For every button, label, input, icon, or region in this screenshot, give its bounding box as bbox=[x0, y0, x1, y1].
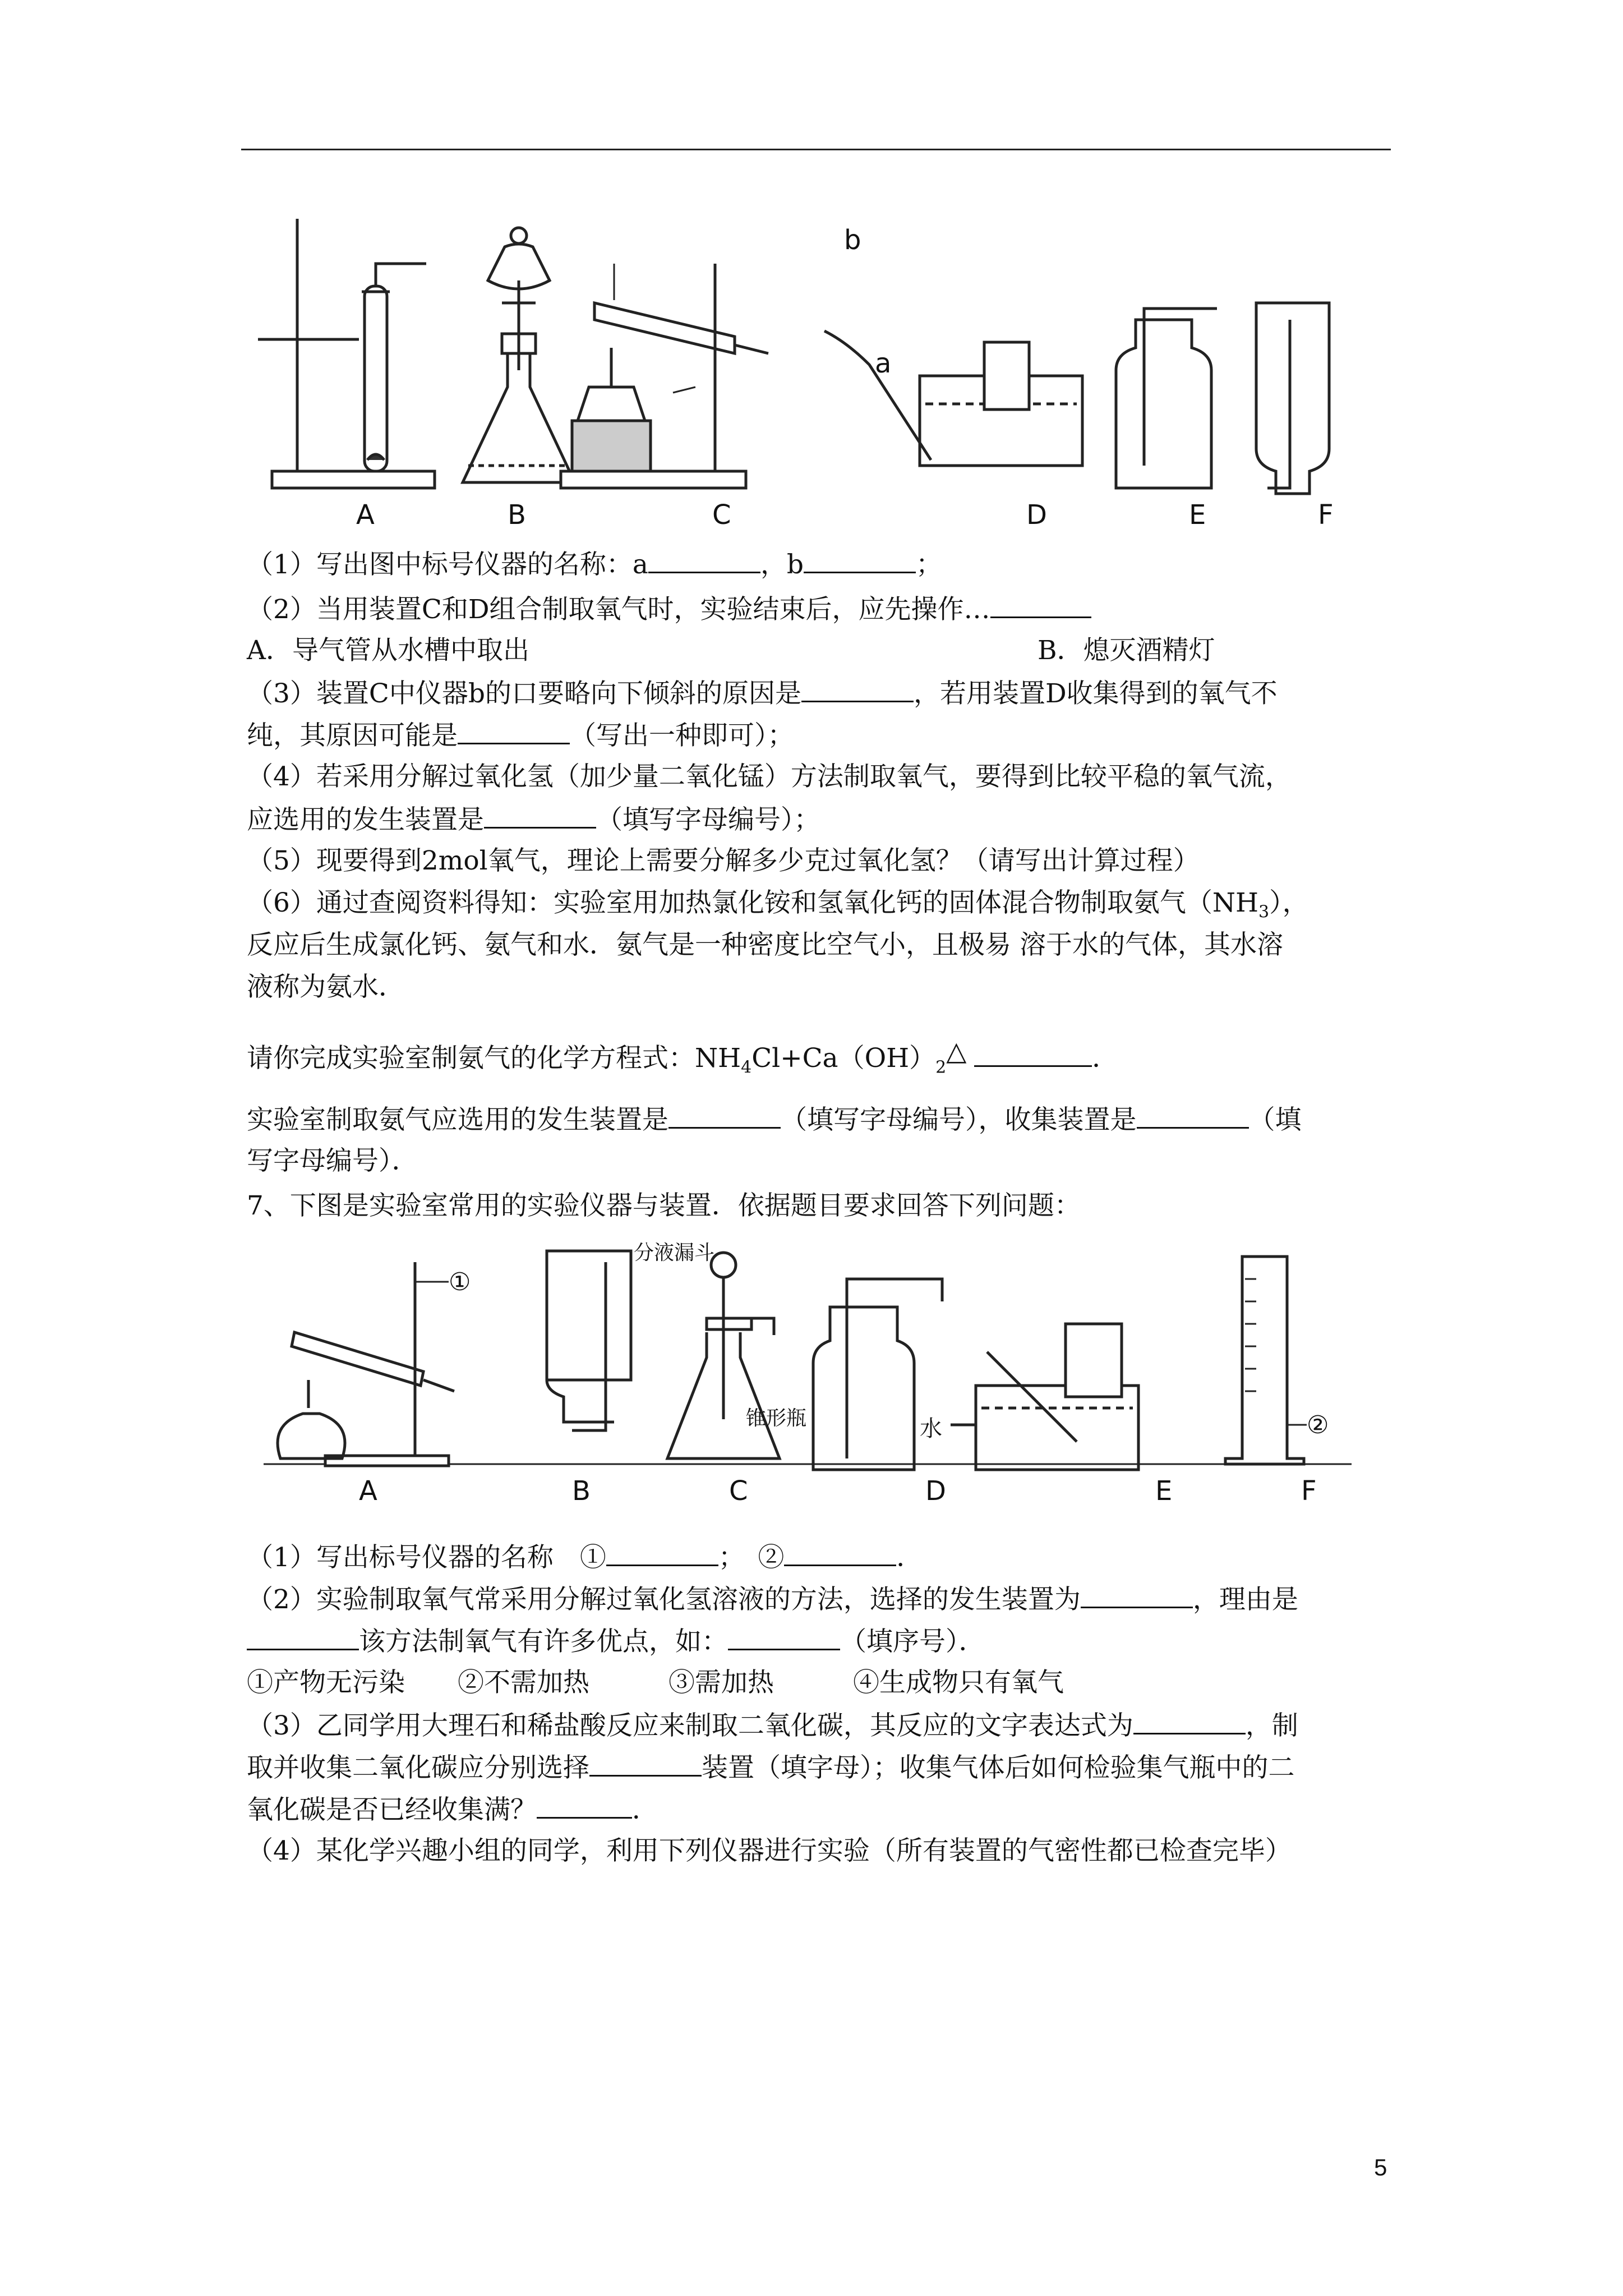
blank-q7-2a[interactable] bbox=[1081, 1582, 1193, 1608]
q7-line-4: （4）某化学兴趣小组的同学，利用下列仪器进行实验（所有装置的气密性都已检查完毕） bbox=[247, 1835, 1292, 1866]
q7-options: ①产物无污染 ②不需加热 ③需加热 ④生成物只有氧气 bbox=[247, 1667, 1064, 1698]
apparatus-b-icon bbox=[463, 228, 575, 482]
blank-a[interactable] bbox=[648, 547, 760, 573]
apparatus-c-icon bbox=[561, 264, 768, 488]
q6-option-b: B．熄灭酒精灯 bbox=[1038, 635, 1215, 666]
apparatus-e-icon bbox=[1116, 309, 1217, 488]
marker-2: ② bbox=[1307, 1411, 1329, 1439]
apparatus-figure-1 bbox=[247, 208, 1368, 550]
blank-q7-2c[interactable] bbox=[728, 1624, 840, 1650]
fig1-label-c: C bbox=[712, 499, 731, 531]
blank-q6-3b[interactable] bbox=[458, 718, 570, 744]
apparatus-a-icon bbox=[258, 219, 435, 488]
q7-line-1: （1）写出标号仪器的名称 ① ； ② ． bbox=[247, 1540, 923, 1575]
fig2-label-a: A bbox=[359, 1475, 377, 1507]
apparatus-figure-2 bbox=[247, 1240, 1368, 1509]
marker-1: ① bbox=[449, 1268, 471, 1296]
q6-line-3b: 纯，其原因可能是 （写出一种即可）； bbox=[247, 718, 794, 753]
heat-arrow-icon: △ bbox=[946, 1036, 967, 1067]
water-label: 水 bbox=[920, 1416, 942, 1442]
q6-line-3: （3）装置C中仪器b的口要略向下倾斜的原因是 ，若用装置D收集得到的氧气不 bbox=[247, 676, 1278, 711]
fig2-label-f: F bbox=[1301, 1475, 1317, 1507]
blank-q6-3a[interactable] bbox=[801, 676, 914, 702]
fig2-label-b: B bbox=[572, 1475, 591, 1507]
q7-line-2: （2）实验制取氧气常采用分解过氧化氢溶液的方法，选择的发生装置为 ，理由是 bbox=[247, 1582, 1298, 1617]
q6-line-4: （4）若采用分解过氧化氢（加少量二氧化锰）方法制取氧气，要得到比较平稳的氧气流， bbox=[247, 761, 1292, 792]
q6-line-4b: 应选用的发生装置是 （填写字母编号）； bbox=[247, 802, 820, 837]
q7-line-3: （3）乙同学用大理石和稀盐酸反应来制取二氧化碳，其反应的文字表达式为 ，制 bbox=[247, 1708, 1298, 1743]
q6-line-7: 实验室制取氨气应选用的发生装置是 （填写字母编号），收集装置是 （填 bbox=[247, 1102, 1302, 1137]
ammonia-equation: 请你完成实验室制氨气的化学方程式：$NH_4Cl+Ca(OH)_2\triangle$ ． bbox=[247, 1036, 1119, 1078]
blank-equation[interactable] bbox=[974, 1041, 1092, 1067]
blank-q6-4[interactable] bbox=[484, 802, 596, 829]
fig1-label-a: A bbox=[356, 499, 375, 531]
q6-line-2: （2）当用装置C和D组合制取氧气时，实验结束后，应先操作… bbox=[247, 592, 1091, 627]
fig1-label-b: B bbox=[508, 499, 526, 531]
blank-q7-3b[interactable] bbox=[589, 1750, 702, 1777]
q6-line-5: （5）现要得到2mol氧气，理论上需要分解多少克过氧化氢？（请写出计算过程） bbox=[247, 845, 1200, 876]
funnel-label: 分液漏斗 bbox=[634, 1241, 715, 1264]
page-number: 5 bbox=[1374, 2154, 1387, 2180]
q6-line-6c: 液称为氨水． bbox=[247, 972, 405, 1002]
q6-line-7b: 写字母编号）． bbox=[247, 1145, 418, 1176]
blank-q7-3c[interactable] bbox=[537, 1792, 632, 1819]
q6-line-1: （1）写出图中标号仪器的名称：a ，b ； bbox=[247, 547, 942, 582]
fig1-mark-a: a bbox=[875, 348, 892, 379]
q6-line-6: （6）通过查阅资料得知：实验室用加热氯化铵和氢氧化钙的固体混合物制取氨气$(NH_3)$， bbox=[247, 887, 1309, 922]
fig2-label-d: D bbox=[925, 1475, 946, 1507]
q7-line-3b: 取并收集二氧化碳应分别选择 装置（填字母）；收集气体后如何检验集气瓶中的二 bbox=[247, 1750, 1295, 1785]
blank-q7-2b[interactable] bbox=[247, 1624, 359, 1650]
blank-q6-7b[interactable] bbox=[1137, 1102, 1249, 1129]
blank-q7-1[interactable] bbox=[606, 1540, 718, 1566]
fig1-mark-b: b bbox=[844, 224, 861, 256]
q7-title: 7、下图是实验室常用的实验仪器与装置．依据题目要求回答下列问题： bbox=[247, 1190, 1081, 1221]
fig2-label-e: E bbox=[1155, 1475, 1173, 1507]
fig2-apparatus-b-icon bbox=[547, 1251, 631, 1430]
apparatus-d-icon bbox=[824, 331, 1082, 466]
flask-label: 锥形瓶 bbox=[746, 1407, 807, 1430]
q7-line-2b: 该方法制氧气有许多优点，如： （填序号）． bbox=[247, 1624, 985, 1659]
q7-line-3c: 氧化碳是否已经收集满？ ． bbox=[247, 1792, 658, 1827]
blank-q6-7a[interactable] bbox=[668, 1102, 781, 1129]
q6-line-6b: 反应后生成氯化钙、氨气和水．氨气是一种密度比空气小，且极易 溶于水的气体，其水溶 bbox=[247, 930, 1283, 960]
fig2-apparatus-f-icon bbox=[1225, 1257, 1307, 1464]
fig2-label-c: C bbox=[729, 1475, 748, 1507]
q6-option-a: A．导气管从水槽中取出 bbox=[247, 635, 529, 666]
fig1-label-e: E bbox=[1189, 499, 1206, 531]
blank-q6-2[interactable] bbox=[990, 592, 1091, 618]
fig2-apparatus-e-icon bbox=[951, 1324, 1138, 1470]
header-rule bbox=[241, 149, 1391, 150]
blank-q7-2[interactable] bbox=[784, 1540, 896, 1566]
blank-q7-3a[interactable] bbox=[1133, 1708, 1246, 1734]
apparatus-f-icon bbox=[1256, 303, 1329, 494]
fig1-label-d: D bbox=[1026, 499, 1047, 531]
blank-b[interactable] bbox=[804, 547, 916, 573]
fig2-apparatus-a-icon bbox=[278, 1262, 454, 1466]
fig1-label-f: F bbox=[1318, 499, 1334, 531]
